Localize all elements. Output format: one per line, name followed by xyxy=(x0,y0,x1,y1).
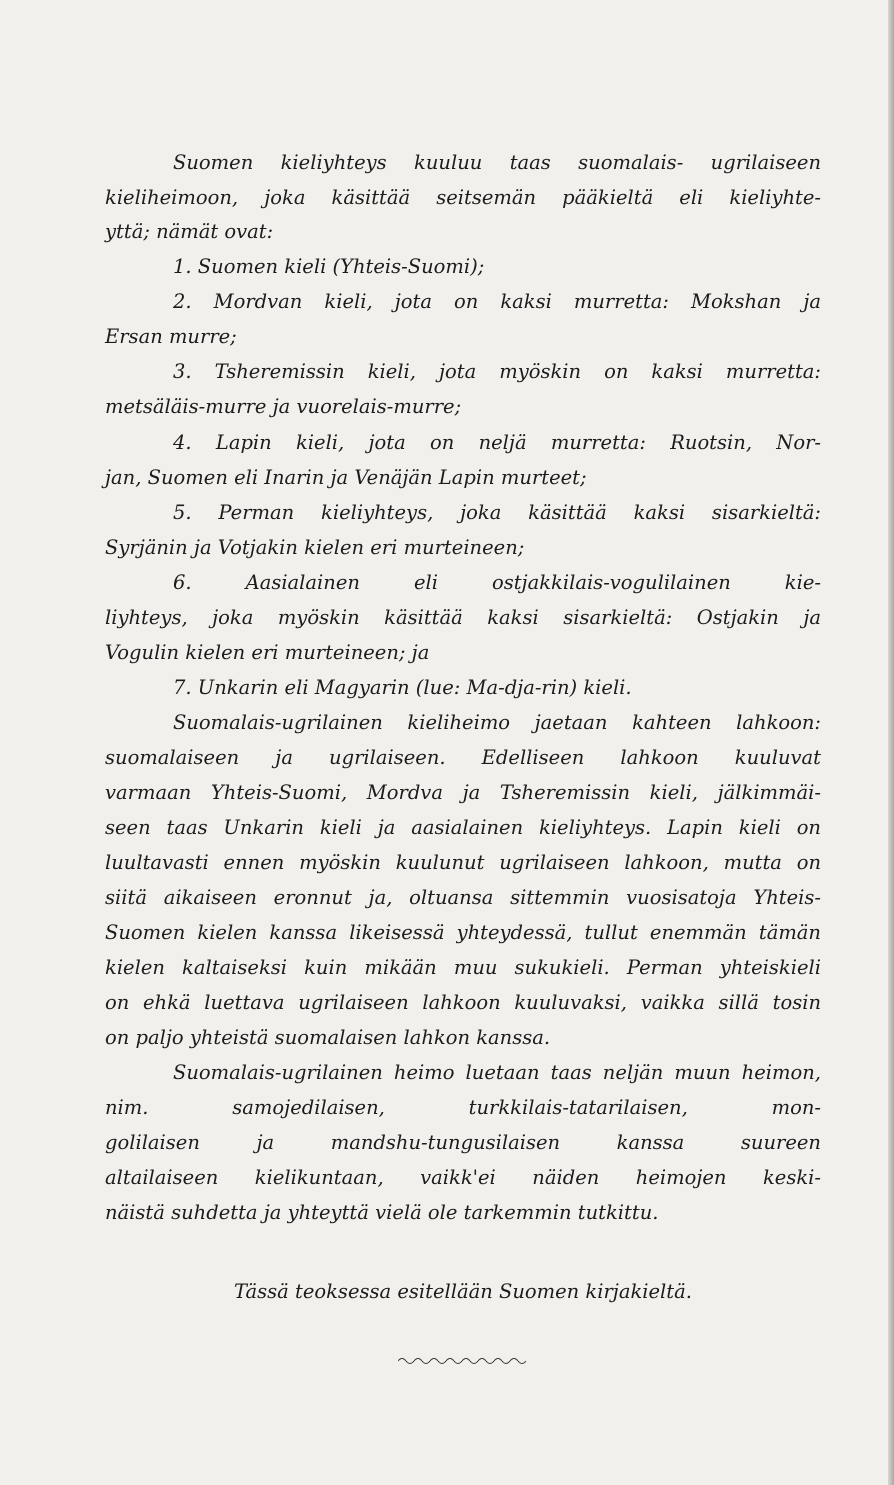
list-item: liyhteys, joka myöskin käsittää kaksi sisarkieltä: Ostjakin ja xyxy=(105,606,821,629)
list-item: 6. Aasialainen eli ostjakkilais-vogulilainen kie- xyxy=(173,571,821,594)
list-item: 3. Tsheremissin kieli, jota myöskin on kaksi murretta: xyxy=(173,360,821,383)
paragraph3-line: näistä suhdetta ja yhteyttä vielä ole tarkemmin tutkittu. xyxy=(105,1201,659,1224)
list-item: 1. Suomen kieli (Yhteis-Suomi); xyxy=(173,255,485,278)
paragraph1-line: yttä; nämät ovat: xyxy=(105,220,274,243)
closing-line: Tässä teoksessa esitellään Suomen kirjakieltä. xyxy=(234,1280,692,1303)
list-item: 5. Perman kieliyhteys, joka käsittää kaksi sisarkieltä: xyxy=(173,501,821,524)
list-item: 2. Mordvan kieli, jota on kaksi murretta: Mokshan ja xyxy=(173,290,821,313)
paragraph2-line: seen taas Unkarin kieli ja aasialainen kieliyhteys. Lapin kieli on xyxy=(105,816,821,839)
list-item: 4. Lapin kieli, jota on neljä murretta: Ruotsin, Nor- xyxy=(173,431,821,454)
paragraph2-line: varmaan Yhteis-Suomi, Mordva ja Tsheremissin kieli, jälkimmäi- xyxy=(105,781,821,804)
paragraph3-line: Suomalais-ugrilainen heimo luetaan taas neljän muun heimon, xyxy=(173,1061,821,1084)
paragraph2-line: Suomalais-ugrilainen kieliheimo jaetaan kahteen lahkoon: xyxy=(173,711,821,734)
paragraph3-line: altailaiseen kielikuntaan, vaikk'ei näiden heimojen keski- xyxy=(105,1166,821,1189)
list-item: metsäläis-murre ja vuorelais-murre; xyxy=(105,395,462,418)
list-item: Vogulin kielen eri murteineen; ja xyxy=(105,641,430,664)
paragraph2-line: suomalaiseen ja ugrilaiseen. Edelliseen lahkoon kuuluvat xyxy=(105,746,821,769)
list-item: jan, Suomen eli Inarin ja Venäjän Lapin murteet; xyxy=(105,466,587,489)
paragraph2-line: Suomen kielen kanssa likeisessä yhteydessä, tullut enemmän tämän xyxy=(105,921,821,944)
list-item: 7. Unkarin eli Magyarin (lue: Ma-dja-rin) kieli. xyxy=(173,676,632,699)
paragraph2-line: luultavasti ennen myöskin kuulunut ugrilaiseen lahkoon, mutta on xyxy=(105,851,821,874)
list-item: Ersan murre; xyxy=(105,325,237,348)
paragraph3-line: golilaisen ja mandshu-tungusilaisen kanssa suureen xyxy=(105,1131,821,1154)
paragraph1-line: kieliheimoon, joka käsittää seitsemän pääkieltä eli kieliyhte- xyxy=(105,186,821,209)
paragraph3-line: nim. samojedilaisen, turkkilais-tatarilaisen, mon- xyxy=(105,1096,821,1119)
paragraph2-line: siitä aikaiseen eronnut ja, oltuansa sittemmin vuosisatoja Yhteis- xyxy=(105,886,821,909)
paragraph1-line: Suomen kieliyhteys kuuluu taas suomalais- ugrilaiseen xyxy=(173,151,821,174)
list-item: Syrjänin ja Votjakin kielen eri murteineen; xyxy=(105,536,525,559)
paragraph2-line: on paljo yhteistä suomalaisen lahkon kanssa. xyxy=(105,1026,551,1049)
wavy-ornament-icon xyxy=(398,1353,528,1369)
paragraph2-line: on ehkä luettava ugrilaiseen lahkoon kuuluvaksi, vaikka sillä tosin xyxy=(105,991,821,1014)
paragraph2-line: kielen kaltaiseksi kuin mikään muu sukukieli. Perman yhteiskieli xyxy=(105,956,821,979)
page-edge xyxy=(888,0,894,1485)
